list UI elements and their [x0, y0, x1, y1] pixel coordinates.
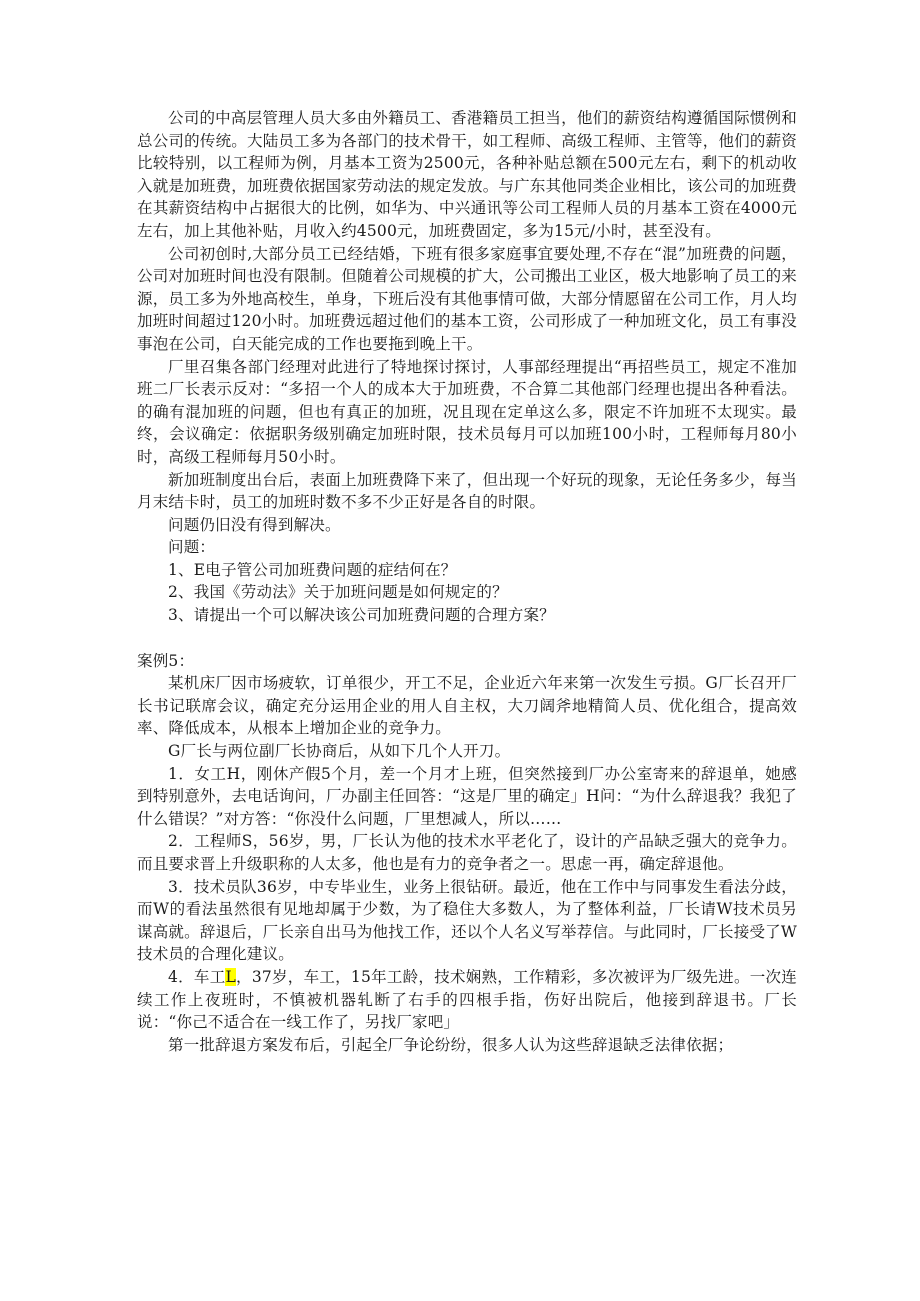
question-1: 1、E电子管公司加班费问题的症结何在？	[168, 560, 457, 579]
case-title: 案例5：	[137, 651, 195, 670]
paragraph-salary-structure: 公司的中高层管理人员大多由外籍员工、香港籍员工担当，他们的薪资结构遵循国际惯例和总公司的传统。大陆员工多为各部门的技术骨干，如工程师、高级工程师、主管等，他们的薪资比较特别，以工程师为例，月基本工资为2500元，各种补贴总额在500元左右，剩下的机动收入就是加班费，加班费依据国家劳动法的规定发放。与广东其他同类企业相比，该公司的加班费在其薪资结构中占据很大的比例，如华为、中兴通讯等公司工程师人员的月基本工资在4000元左右，加上其他补贴，月收入约4500元，加班费固定，多为15元/小时，甚至没有。	[137, 109, 797, 240]
highlighted-text: L	[225, 967, 236, 986]
case-item-1: 1．女工H，刚休产假5个月，差一个月才上班，但突然接到厂办公室寄来的辞退单，她感到特别意外，去电话询问，厂办副主任回答：“这是厂里的确定」H问：“为什么辞退我？我犯了什么错误？”对方答：“你没什么问题，厂里想减人，所以……	[137, 764, 797, 828]
document-body	[137, 107, 797, 1056]
question-2: 2、我国《劳动法》关于加班问题是如何规定的？	[168, 583, 508, 602]
paragraph-aftermath: 第一批辞退方案发布后，引起全厂争论纷纷，很多人认为这些辞退缺乏法律依据；	[168, 1035, 734, 1054]
case-item-4	[137, 966, 797, 1034]
paragraph-overtime-culture: 公司初创时,大部分员工已经结婚，下班有很多家庭事宜要处理,不存在“混”加班费的问题，公司对加班时间也没有限制。但随着公司规模的扩大，公司搬出工业区，极大地影响了员工的来源，员工多为外地高校生，单身，下班后没有其他事情可做，大部分情愿留在公司工作，月人均加班时间超过120小时。加班费远超过他们的基本工资，公司形成了一种加班文化，员工有事没事泡在公司，白天能完成的工作也要拖到晚上干。	[137, 244, 797, 353]
case-item-4-rest: ，37岁，车工，15年工龄，技术娴熟，工作精彩，多次被评为厂级先进。一次连续工作上夜班时，不慎被机器轧断了右手的四根手指，伤好出院后，他接到辞退书。厂长说：“你己不适合在一线工作了，另找厂家吧」	[137, 967, 797, 1032]
question-3: 3、请提出一个可以解决该公司加班费问题的合理方案？	[168, 606, 555, 625]
questions-heading: 问题：	[168, 538, 216, 557]
case-item-3: 3．技术员队36岁，中专毕业生，业务上很钻研。最近，他在工作中与同事发生看法分歧，而W的看法虽然很有见地却属于少数，为了稳住大多数人，为了整体利益，厂长请W技术员另谋高就。辞退后，厂长亲自出马为他找工作，还以个人名义写举荐信。与此同时，厂长接受了W技术员的合理化建议。	[137, 877, 797, 964]
paragraph-case-intro: 某机床厂因市场疲软，订单很少，开工不足，企业近六年来第一次发生亏损。G厂长召开厂长书记联席会议，确定充分运用企业的用人自主权，大刀阔斧地精简人员、优化组合，提高效率、降低成本，从根本上增加企业的竞争力。	[137, 674, 797, 738]
case-item-4-prefix: 4．车工	[168, 967, 226, 986]
paragraph-unsolved: 问题仍旧没有得到解决。	[168, 515, 341, 534]
case-item-2: 2．工程师S，56岁，男，厂长认为他的技术水平老化了，设计的产品缺乏强大的竞争力。而且要求晋上升级职称的人太多，他也是有力的竞争者之一。思虑一再，确定辞退他。	[137, 832, 797, 873]
paragraph-layoff-targets: G厂长与两位副厂长协商后，从如下几个人开刀。	[168, 742, 511, 761]
paragraph-new-policy: 新加班制度出台后，表面上加班费降下来了，但出现一个好玩的现象，无论任务多少，每当月末结卡时，员工的加班时数不多不少正好是各自的时限。	[137, 470, 797, 512]
paragraph-meeting: 厂里召集各部门经理对此进行了特地探讨探讨，人事部经理提出“再招些员工，规定不准加班二厂长表示反对：“多招一个人的成本大于加班费，不合算二其他部门经理也提出各种看法。的确有混加班的问题，但也有真正的加班，况且现在定单这么多，限定不许加班不太现实。最终，会议确定：依据职务级别确定加班时限，技术员每月可以加班100小时，工程师每月80小时，高级工程师每月50小时。	[137, 357, 797, 466]
